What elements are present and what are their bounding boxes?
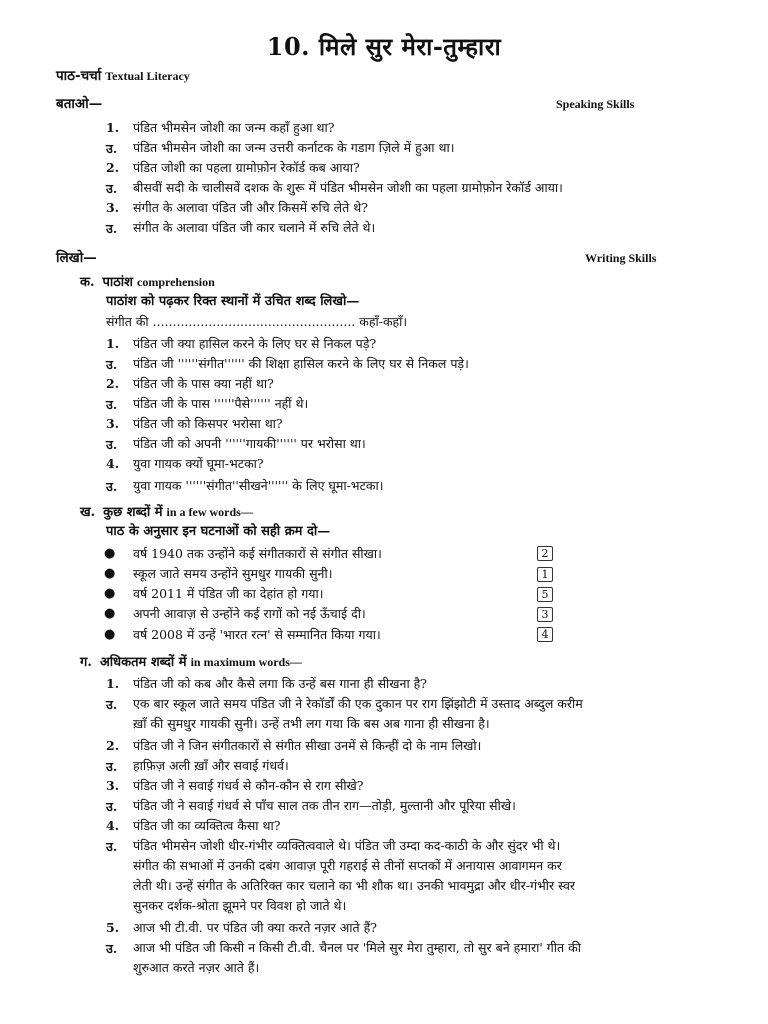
- answer-line: पंडित भीमसेन जोशी धीर-गंभीर व्यक्तित्ववाले थे। पंडित जी उम्दा कद-काठी के और सुंदर भी थे।: [133, 838, 561, 853]
- answer-line: आज भी पंडित जी किसी न किसी टी.वी. चैनल पर 'मिले सुर मेरा तुम्हारा, तो सुर बने हमारा' गीत की: [133, 940, 581, 955]
- answer-line: हाफ़िज़ अली ख़ाँ और सवाई गंधर्व।: [133, 758, 289, 773]
- section-textual-literacy: [56, 68, 190, 84]
- page-title: 10. मिले सुर मेरा-तुम्हारा: [266, 32, 502, 61]
- item-number: 3.: [106, 200, 120, 215]
- item-number: उ.: [106, 479, 118, 494]
- subsection-hindi: कुछ शब्दों में: [103, 505, 163, 520]
- item-number: 1.: [106, 676, 120, 691]
- question-text: पंडित जोशी का पहला ग्रामोफ़ोन रेकॉर्ड कब आया?: [133, 160, 360, 175]
- item-number: उ.: [106, 357, 118, 372]
- item-number: 5.: [106, 920, 120, 935]
- bullet-icon: ●: [104, 606, 116, 621]
- order-box: 3: [537, 607, 553, 622]
- question-text: पंडित जी को किसपर भरोसा था?: [133, 416, 283, 431]
- bullet-icon: ●: [104, 627, 116, 642]
- subsection-c-heading: [80, 654, 302, 671]
- item-number: उ.: [106, 697, 118, 712]
- question-text: पंडित जी को कब और कैसे लगा कि उन्हें बस गाना ही सीखना है?: [133, 676, 427, 691]
- subsection-b-instruction: पाठ के अनुसार इन घटनाओं को सही क्रम दो—: [106, 524, 331, 539]
- question-text: युवा गायक क्यों घूमा-भटका?: [133, 456, 264, 471]
- item-number: 1.: [106, 120, 120, 135]
- item-number: उ.: [106, 839, 118, 854]
- answer-text: युवा गायक ''''''संगीत''सीखने'''''' के लिए घूमा-भटका।: [133, 478, 384, 493]
- question-text: आज भी टी.वी. पर पंडित जी क्या करते नज़र आते हैं?: [133, 920, 377, 935]
- item-number: उ.: [106, 941, 118, 956]
- item-number: उ.: [106, 141, 118, 156]
- writing-heading: लिखो—: [56, 250, 97, 266]
- subsection-label: ख.: [80, 505, 96, 520]
- answer-line: एक बार स्कूल जाते समय पंडित जी ने रेकॉर्डों की एक दुकान पर राग झिंझोटी में उस्ताद अब्दुल करीम: [133, 696, 583, 711]
- event-text: अपनी आवाज़ से उन्होंने कई रागों को नई ऊँचाई दी।: [133, 606, 366, 621]
- writing-skill-label: Writing Skills: [585, 251, 657, 265]
- item-number: उ.: [106, 181, 118, 196]
- order-box: 1: [537, 567, 553, 582]
- item-number: उ.: [106, 437, 118, 452]
- event-text: वर्ष 2011 में पंडित जी का देहांत हो गया।: [133, 586, 324, 601]
- item-number: 3.: [106, 778, 120, 793]
- section-english-label: Textual Literacy: [105, 69, 190, 83]
- passage-line: संगीत की ................................................... कहाँ-कहाँ।: [106, 314, 408, 329]
- subsection-hindi: अधिकतम शब्दों में: [99, 655, 187, 670]
- question-text: पंडित जी ने जिन संगीतकारों से संगीत सीखा उनमें से किन्हीं दो के नाम लिखो।: [133, 738, 482, 753]
- item-number: उ.: [106, 799, 118, 814]
- event-text: वर्ष 2008 में उन्हें 'भारत रत्न' से सम्मानित किया गया।: [133, 627, 381, 642]
- subsection-a-heading: [80, 274, 215, 291]
- item-number: 2.: [106, 738, 120, 753]
- item-number: उ.: [106, 221, 118, 236]
- speaking-heading: बताओ—: [56, 96, 103, 112]
- answer-line: शुरुआत करते नज़र आते हैं।: [133, 960, 260, 975]
- answer-text: बीसवीं सदी के चालीसवें दशक के शुरू में पंडित भीमसेन जोशी का पहला ग्रामोफ़ोन रेकॉर्ड आया।: [133, 180, 563, 195]
- answer-line: संगीत की सभाओं में उनकी दबंग आवाज़ पूरी गहराई से तीनों सप्तकों में अनायास आवागमन कर: [133, 858, 562, 873]
- subsection-english: in a few words—: [166, 505, 253, 519]
- item-number: 1.: [106, 336, 120, 351]
- subsection-a-instruction: पाठांश को पढ़कर रिक्त स्थानों में उचित शब्द लिखो—: [106, 294, 360, 309]
- item-number: उ.: [106, 397, 118, 412]
- answer-line: सुनकर दर्शक-श्रोता झूमने पर विवश हो जाते थे।: [133, 898, 347, 913]
- question-text: पंडित जी का व्यक्तित्व कैसा था?: [133, 818, 281, 833]
- subsection-label: क.: [80, 275, 95, 290]
- question-text: पंडित भीमसेन जोशी का जन्म कहाँ हुआ था?: [133, 120, 335, 135]
- subsection-english: comprehension: [137, 275, 215, 289]
- answer-text: संगीत के अलावा पंडित जी कार चलाने में रुचि लेते थे।: [133, 220, 376, 235]
- order-box: 2: [537, 546, 553, 561]
- subsection-english: in maximum words—: [190, 655, 302, 669]
- subsection-hindi: पाठांश: [102, 275, 134, 290]
- item-number: 2.: [106, 376, 120, 391]
- question-text: संगीत के अलावा पंडित जी और किसमें रुचि लेते थे?: [133, 200, 368, 215]
- subsection-b-heading: [80, 504, 253, 521]
- answer-text: पंडित जी के पास ''''''पैसे'''''' नहीं थे।: [133, 396, 309, 411]
- answer-text: पंडित जी ''''''संगीत'''''' की शिक्षा हासिल करने के लिए घर से निकल पड़े।: [133, 356, 469, 371]
- question-text: पंडित जी के पास क्या नहीं था?: [133, 376, 274, 391]
- question-text: पंडित जी ने सवाई गंधर्व से कौन-कौन से राग सीखे?: [133, 778, 364, 793]
- answer-text: पंडित भीमसेन जोशी का जन्म उत्तरी कर्नाटक के गडाग ज़िले में हुआ था।: [133, 140, 455, 155]
- event-text: स्कूल जाते समय उन्होंने सुमधुर गायकी सुनी।: [133, 566, 333, 581]
- speaking-skill-label: Speaking Skills: [556, 97, 635, 111]
- item-number: 4.: [106, 818, 120, 833]
- answer-text: पंडित जी को अपनी ''''''गायकी'''''' पर भरोसा था।: [133, 436, 366, 451]
- item-number: 3.: [106, 416, 120, 431]
- item-number: 2.: [106, 160, 120, 175]
- bullet-icon: ●: [104, 546, 116, 561]
- order-box: 5: [537, 587, 553, 602]
- order-box: 4: [537, 627, 553, 642]
- answer-line: लेती थी। उन्हें संगीत के अतिरिक्त कार चलाने का भी शौक था। उनकी भावमुद्रा और धीर-गंभीर स्वर: [133, 878, 576, 893]
- bullet-icon: ●: [104, 586, 116, 601]
- event-text: वर्ष 1940 तक उन्होंने कई संगीतकारों से संगीत सीखा।: [133, 546, 382, 561]
- question-text: पंडित जी क्या हासिल करने के लिए घर से निकल पड़े?: [133, 336, 377, 351]
- answer-line: ख़ाँ की सुमधुर गायकी सुनी। उन्हें तभी लग गया कि बस अब गाना ही सीखना है।: [133, 716, 490, 731]
- answer-line: पंडित जी ने सवाई गंधर्व से पाँच साल तक तीन राग—तोड़ी, मुल्तानी और पूरिया सीखे।: [133, 798, 516, 813]
- section-hindi-label: पाठ-चर्चा: [56, 68, 102, 84]
- item-number: 4.: [106, 456, 120, 471]
- bullet-icon: ●: [104, 566, 116, 581]
- item-number: उ.: [106, 759, 118, 774]
- subsection-label: ग.: [80, 655, 92, 670]
